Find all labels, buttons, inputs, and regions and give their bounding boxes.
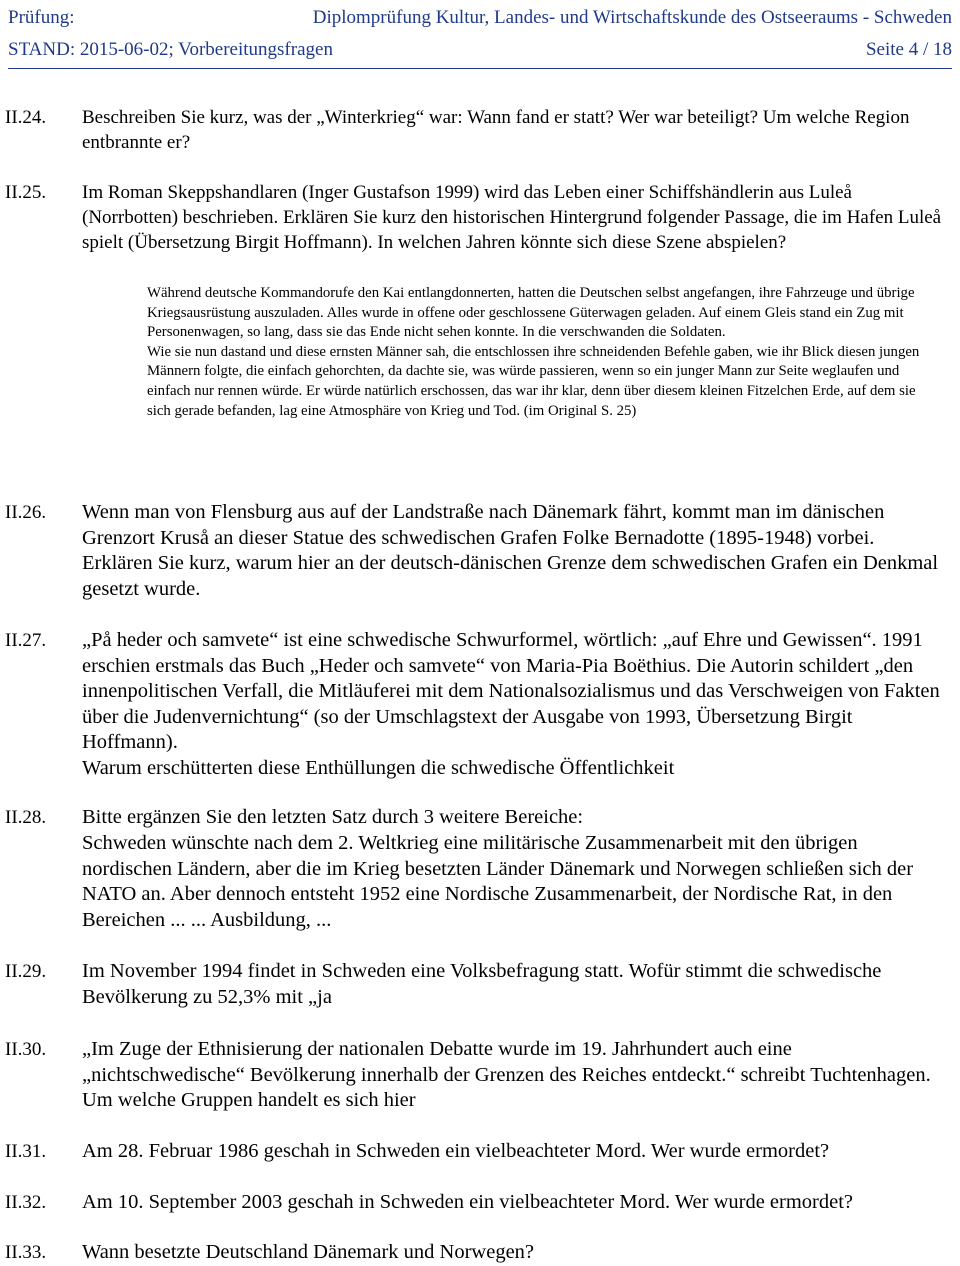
question-text-followup: Schweden wünschte nach dem 2. Weltkrieg eine militärische Zusammenarbeit mit den übrigen nordischen Ländern, aber die im Krieg besetzten Länder Dänemark und Norwegen schließen sich der NATO an. Aber dennoch entsteht 1952 eine Nordische Zusammenarbeit, der Nordische Rat, in den Bereichen ... ... Ausbildung, ... xyxy=(82,832,914,931)
question-text: Im November 1994 findet in Schweden eine Volksbefragung statt. Wofür stimmt die schwedische Bevölkerung zu 52,3% mit „ja xyxy=(82,960,882,1008)
quote-paragraph: Wie sie nun dastand und diese ernsten Männer sah, die entschlossen ihre schneidenden Befehle gaben, wie ihr Blick diesen jungen Männern folgte, die einfach gehorchten, da dachte sie, was würde passieren, wenn so ein junger Mann zur Seite weglaufen und einfach nur rennen würde. Er würde natürlich erschossen, das war ihr klar, denn über diesem kleinen Fitzelchen Erde, auf dem sie sich gerade befanden, lag eine Atmosphäre von Krieg und Tod. (im Original S. 25) xyxy=(147,343,920,419)
question-text: „På heder och samvete“ ist eine schwedische Schwurformel, wörtlich: „auf Ehre und Gewissen“. 1991 erschien erstmals das Buch „Heder och samvete“ von Maria-Pia Boëthius. Die Autorin schildert „den innenpolitischen Verfall, die Mitläuferei mit dem Nationalsozialismus und das Verschweigen von Fakten über die Judenvernichtung“ (so der Umschlagstext der Ausgabe von 1993, Übersetzung Birgit Hoffmann). xyxy=(82,629,940,753)
question-number: II.25. xyxy=(5,182,47,203)
quoted-passage xyxy=(147,284,937,421)
question-text: Bitte ergänzen Sie den letzten Satz durch 3 weitere Bereiche: xyxy=(82,806,584,828)
question-text: Am 28. Februar 1986 geschah in Schweden ein vielbeachteter Mord. Wer wurde ermordet? xyxy=(82,1140,830,1162)
question-text: Beschreiben Sie kurz, was der „Winterkrieg“ war: Wann fand er statt? Wer war beteiligt? Um welche Region entbrannte er? xyxy=(82,107,910,153)
status-date: STAND: 2015-06-02; Vorbereitungsfragen xyxy=(8,39,333,60)
question-text: „Im Zuge der Ethnisierung der nationalen Debatte wurde im 19. Jahrhundert auch eine „nichtschwedische“ Bevölkerung innerhalb der Grenzen des Reiches entdeckt.“ schreibt Tuchtenhagen. Um welche Gruppen handelt es sich hier xyxy=(82,1038,931,1111)
question-text: Im Roman Skeppshandlaren (Inger Gustafson 1999) wird das Leben einer Schiffshändlerin aus Luleå (Norrbotten) beschrieben. Erklären Sie kurz den historischen Hintergrund folgender Passage, die im Hafen Luleå spielt (Übersetzung Birgit Hoffmann). In welchen Jahren könnte sich diese Szene abspielen? xyxy=(82,182,942,253)
question-number: II.32. xyxy=(5,1192,47,1213)
question-number: II.28. xyxy=(5,807,47,828)
question-text: Wann besetzte Deutschland Dänemark und Norwegen? xyxy=(82,1241,535,1263)
header-divider xyxy=(8,68,952,69)
question-number: II.26. xyxy=(5,502,47,523)
question-text: Am 10. September 2003 geschah in Schweden ein vielbeachteter Mord. Wer wurde ermordet? xyxy=(82,1191,854,1213)
exam-label: Prüfung: xyxy=(8,7,75,28)
question-number: II.33. xyxy=(5,1242,47,1263)
question-number: II.29. xyxy=(5,961,47,982)
question-number: II.30. xyxy=(5,1039,47,1060)
question-text-followup: Warum erschütterten diese Enthüllungen die schwedische Öffentlichkeit xyxy=(82,757,675,779)
question-number: II.24. xyxy=(5,107,47,128)
exam-title: Diplomprüfung Kultur, Landes- und Wirtschaftskunde des Ostseeraums - Schweden xyxy=(312,7,952,28)
page-number: Seite 4 / 18 xyxy=(865,39,952,60)
question-number: II.27. xyxy=(5,630,47,651)
quote-paragraph: Während deutsche Kommandorufe den Kai entlangdonnerten, hatten die Deutschen selbst angefangen, ihre Fahrzeuge und übrige Kriegsausrüstung auszuladen. Alles wurde in offene oder geschlossene Güterwagen geladen. Auf einem Gleis stand ein Zug mit Personenwagen, so lang, dass sie das Ende nicht sehen konnte. In die verschwanden die Soldaten. xyxy=(147,285,915,341)
question-number: II.31. xyxy=(5,1141,47,1162)
question-text: Wenn man von Flensburg aus auf der Landstraße nach Dänemark fährt, kommt man im dänischen Grenzort Kruså an dieser Statue des schwedischen Grafen Folke Bernadotte (1895-1948) vorbei. Erklären Sie kurz, warum hier an der deutsch-dänischen Grenze dem schwedischen Grafen ein Denkmal gesetzt wurde. xyxy=(82,501,939,600)
